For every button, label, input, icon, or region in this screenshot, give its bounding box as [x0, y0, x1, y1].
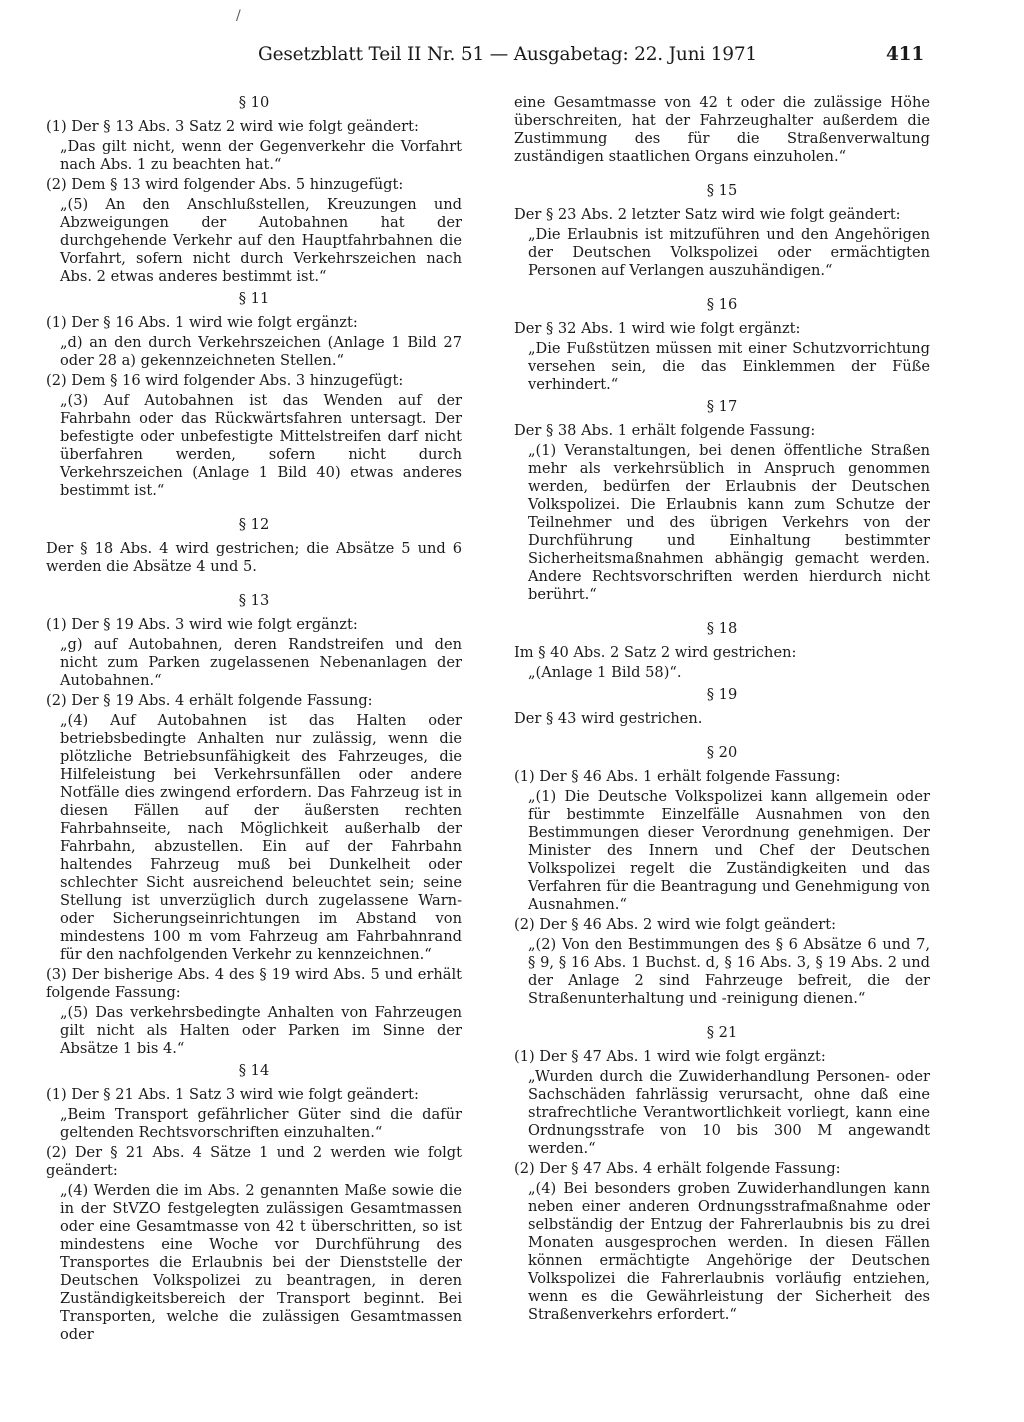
- section-heading: § 17: [706, 398, 738, 415]
- quoted-text: „(5) Das verkehrsbedingte Anhalten von Fahrzeugen gilt nicht als Halten oder Parken im Sinne der Absätze 1 bis 4.“: [60, 1004, 462, 1057]
- paragraph: (1) Der § 16 Abs. 1 wird wie folgt ergänzt:: [46, 314, 358, 331]
- paragraph: Der § 18 Abs. 4 wird gestrichen; die Absätze 5 und 6 werden die Absätze 4 und 5.: [46, 540, 462, 575]
- paragraph: (1) Der § 19 Abs. 3 wird wie folgt ergänzt:: [46, 616, 358, 633]
- paragraph: Der § 32 Abs. 1 wird wie folgt ergänzt:: [514, 320, 801, 337]
- quoted-text: „(5) An den Anschlußstellen, Kreuzungen und Abzweigungen der Autobahnen hat der durchgehende Verkehr auf den Hauptfahrbahnen die Vorfahrt, sofern nicht durch Verkehrszeichen nach Abs. 2 etwas anderes bestimmt ist.“: [60, 196, 462, 285]
- gazette-title: Gesetzblatt Teil II Nr. 51 — Ausgabetag: 22. Juni 1971: [258, 44, 757, 65]
- section-heading: § 10: [238, 94, 270, 111]
- section-heading: § 16: [706, 296, 738, 313]
- quoted-text: „Die Erlaubnis ist mitzuführen und den Angehörigen der Deutschen Volkspolizei oder ermächtigten Personen auf Verlangen auszuhändigen.“: [528, 226, 930, 279]
- paragraph: Der § 43 wird gestrichen.: [514, 710, 703, 727]
- paragraph: (2) Der § 47 Abs. 4 erhält folgende Fassung:: [514, 1160, 841, 1177]
- left-column: [46, 94, 462, 1346]
- quoted-text: „(1) Die Deutsche Volkspolizei kann allgemein oder für bestimmte Einzelfälle Ausnahmen von den Bestimmungen dieser Verordnung genehmigen. Der Minister des Innern und Chef der Deutschen Volkspolizei regelt die Zuständigkeiten und das Verfahren für die Beantragung und Genehmigung von Ausnahmen.“: [528, 788, 930, 913]
- section-heading: § 18: [706, 620, 738, 637]
- paragraph: Im § 40 Abs. 2 Satz 2 wird gestrichen:: [514, 644, 797, 661]
- quoted-text: „(1) Veranstaltungen, bei denen öffentliche Straßen mehr als verkehrsüblich in Anspruch genommen werden, bedürfen der Erlaubnis der Deutschen Volkspolizei. Die Erlaubnis kann zum Schutze der Teilnehmer und des übrigen Verkehrs von der Durchführung und Einhaltung bestimmter Sicherheitsmaßnahmen abhängig gemacht werden. Andere Rechtsvorschriften werden hierdurch nicht berührt.“: [528, 442, 930, 603]
- quoted-text: „(3) Auf Autobahnen ist das Wenden auf der Fahrbahn oder das Rückwärtsfahren untersagt. Der befestigte oder unbefestigte Mittelstreifen darf nicht überfahren werden, sofern nicht durch Verkehrszeichen (Anlage 1 Bild 40) etwas anderes bestimmt ist.“: [60, 392, 462, 499]
- paragraph: (1) Der § 13 Abs. 3 Satz 2 wird wie folgt geändert:: [46, 118, 419, 135]
- page-number: 411: [885, 44, 924, 65]
- paragraph: (1) Der § 47 Abs. 1 wird wie folgt ergänzt:: [514, 1048, 826, 1065]
- section-heading: § 14: [238, 1062, 270, 1079]
- quoted-text: „Beim Transport gefährlicher Güter sind die dafür geltenden Rechtsvorschriften einzuhalten.“: [60, 1106, 462, 1141]
- page-header: [258, 44, 924, 72]
- continued-text: eine Gesamtmasse von 42 t oder die zulässige Höhe überschreiten, hat der Fahrzeughalter außerdem die Zustimmung des für die Straßenverwaltung zuständigen staatlichen Organs einzuholen.“: [514, 94, 930, 165]
- quoted-text: „(4) Werden die im Abs. 2 genannten Maße sowie die in der StVZO festgelegten zulässigen Gesamtmassen oder eine Gesamtmasse von 42 t überschritten, so ist mindestens eine Woche vor Durchführung des Transportes die Erlaubnis bei der Dienststelle der Deutschen Volkspolizei zu beantragen, in deren Zuständigkeitsbereich der Transport beginnt. Bei Transporten, welche die zulässigen Gesamtmassen oder: [60, 1182, 462, 1343]
- section-heading: § 19: [706, 686, 738, 703]
- section-heading: § 13: [238, 592, 270, 609]
- paragraph: (2) Der § 46 Abs. 2 wird wie folgt geändert:: [514, 916, 837, 933]
- paragraph: (1) Der § 46 Abs. 1 erhält folgende Fassung:: [514, 768, 841, 785]
- quoted-text: „(4) Auf Autobahnen ist das Halten oder betriebsbedingte Anhalten nur zulässig, wenn die plötzliche Betriebsunfähigkeit des Fahrzeuges, die Hilfeleistung bei Verkehrsunfällen oder andere Notfälle dies zwingend erfordern. Das Fahrzeug ist in diesen Fällen auf der äußersten rechten Fahrbahnseite, nach Möglichkeit außerhalb der Fahrbahn, abzustellen. Ein auf der Fahrbahn haltendes Fahrzeug muß bei Dunkelheit oder schlechter Sicht ausreichend beleuchtet sein; seine Stellung ist unverzüglich durch zugelassene Warn- oder Sicherungseinrichtungen im Abstand von mindestens 100 m vom Fahrzeug am Fahrbahnrand für den nachfolgenden Verkehr zu kennzeichnen.“: [60, 712, 462, 963]
- paragraph: Der § 23 Abs. 2 letzter Satz wird wie folgt geändert:: [514, 206, 901, 223]
- paragraph: (2) Der § 19 Abs. 4 erhält folgende Fassung:: [46, 692, 373, 709]
- paragraph: Der § 38 Abs. 1 erhält folgende Fassung:: [514, 422, 816, 439]
- section-heading: § 20: [706, 744, 738, 761]
- quoted-text: „(Anlage 1 Bild 58)“.: [528, 664, 682, 681]
- quoted-text: „Wurden durch die Zuwiderhandlung Personen- oder Sachschäden fahrlässig verursacht, ohne daß eine strafrechtliche Verantwortlichkeit vorliegt, kann eine Ordnungsstrafe von 10 bis 300 M angewandt werden.“: [528, 1068, 930, 1157]
- section-heading: § 15: [706, 182, 738, 199]
- quoted-text: „g) auf Autobahnen, deren Randstreifen und den nicht zum Parken zugelassenen Nebenanlagen der Autobahnen.“: [60, 636, 462, 689]
- section-heading: § 21: [706, 1024, 738, 1041]
- right-column: [514, 94, 930, 1326]
- quoted-text: „Das gilt nicht, wenn der Gegenverkehr die Vorfahrt nach Abs. 1 zu beachten hat.“: [60, 138, 462, 173]
- paragraph: (1) Der § 21 Abs. 1 Satz 3 wird wie folgt geändert:: [46, 1086, 419, 1103]
- paragraph: (2) Der § 21 Abs. 4 Sätze 1 und 2 werden wie folgt geändert:: [46, 1144, 462, 1179]
- scan-mark: /: [236, 8, 241, 24]
- section-heading: § 12: [238, 516, 270, 533]
- quoted-text: „Die Fußstützen müssen mit einer Schutzvorrichtung versehen sein, die das Einklemmen der Füße verhindert.“: [528, 340, 930, 393]
- section-heading: § 11: [238, 290, 270, 307]
- quoted-text: „(4) Bei besonders groben Zuwiderhandlungen kann neben einer anderen Ordnungsstrafmaßnahme oder selbständig der Entzug der Fahrerlaubnis bis zu drei Monaten ausgesprochen werden. In diesen Fällen können ermächtigte Angehörige der Deutschen Volkspolizei die Fahrerlaubnis vorläufig entziehen, wenn es die Gewährleistung der Sicherheit des Straßenverkehrs erfordert.“: [528, 1180, 930, 1323]
- paragraph: (2) Dem § 13 wird folgender Abs. 5 hinzugefügt:: [46, 176, 404, 193]
- paragraph: (2) Dem § 16 wird folgender Abs. 3 hinzugefügt:: [46, 372, 404, 389]
- quoted-text: „(2) Von den Bestimmungen des § 6 Absätze 6 und 7, § 9, § 16 Abs. 1 Buchst. d, § 16 Abs. 3, § 19 Abs. 2 und der Anlage 2 sind Fahrzeuge befreit, die der Straßenunterhaltung und -reinigung dienen.“: [528, 936, 930, 1007]
- paragraph: (3) Der bisherige Abs. 4 des § 19 wird Abs. 5 und erhält folgende Fassung:: [46, 966, 462, 1001]
- quoted-text: „d) an den durch Verkehrszeichen (Anlage 1 Bild 27 oder 28 a) gekennzeichneten Stellen.“: [60, 334, 462, 369]
